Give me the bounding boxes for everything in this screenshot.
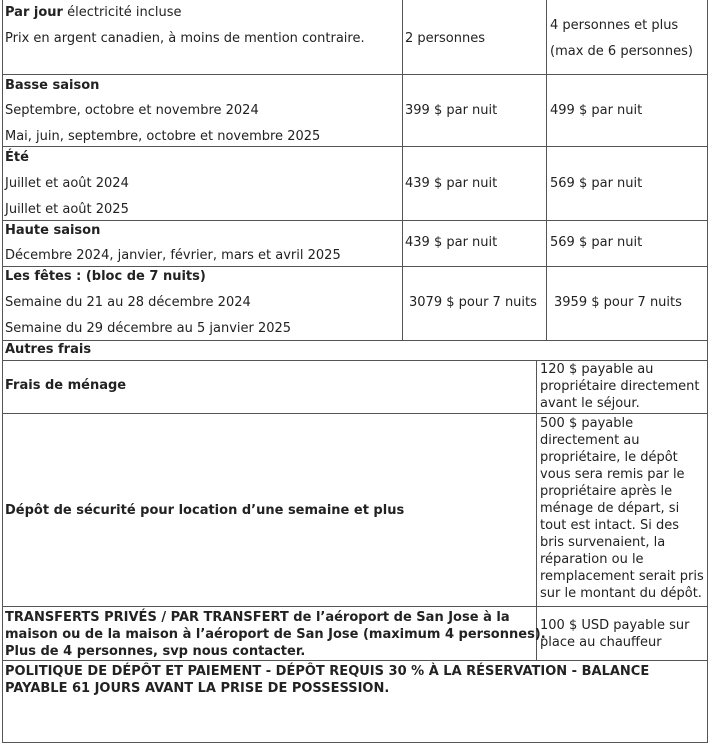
price-2-persons: 439 $ par nuit	[405, 235, 498, 250]
season-dates: Juillet et août 2025	[5, 202, 129, 217]
header-per-day: Par jour électricité incluse	[5, 5, 182, 20]
transfer-description: Plus de 4 personnes, svp nous contacter.	[5, 644, 306, 659]
season-name: Basse saison	[5, 78, 100, 93]
price-4-persons: 569 $ par nuit	[550, 235, 643, 250]
row-divider	[2, 74, 708, 75]
col-divider	[546, 0, 547, 340]
col-divider	[707, 0, 708, 743]
cleaning-fee-text: propriétaire directement	[540, 379, 700, 394]
row-divider	[2, 146, 708, 147]
row-divider	[2, 660, 708, 661]
deposit-policy: PAYABLE 61 JOURS AVANT LA PRISE DE POSSESSION.	[5, 681, 390, 696]
cleaning-fee-text: 120 $ payable au	[540, 362, 654, 377]
transfer-price: place au chauffeur	[540, 635, 662, 650]
security-deposit-text: vous sera remis par le	[540, 467, 685, 482]
cleaning-fee-label: Frais de ménage	[5, 378, 127, 393]
col-divider	[2, 0, 3, 743]
transfer-description: TRANSFERTS PRIVÉS / PAR TRANSFERT de l’aéroport de San Jose à la	[5, 610, 510, 625]
season-name: Été	[5, 150, 29, 165]
row-divider	[2, 606, 708, 607]
security-deposit-text: sur le montant du dépôt.	[540, 586, 702, 601]
row-divider	[2, 220, 708, 221]
security-deposit-text: propriétaire, le dépôt	[540, 450, 678, 465]
transfer-description: maison ou de la maison à l’aéroport de San Jose (maximum 4 personnes).	[5, 627, 546, 642]
header-col-4-persons: 4 personnes et plus	[550, 18, 679, 33]
header-currency-note: Prix en argent canadien, à moins de mention contraire.	[5, 31, 365, 46]
security-deposit-text: tout est intact. Si des	[540, 518, 679, 533]
season-name: Les fêtes : (bloc de 7 nuits)	[5, 269, 206, 284]
price-2-persons: 439 $ par nuit	[405, 176, 498, 191]
price-4-persons: 569 $ par nuit	[550, 176, 643, 191]
security-deposit-text: bris survenaient, la	[540, 535, 666, 550]
price-4-persons: 3959 $ pour 7 nuits	[554, 295, 682, 310]
col-divider	[536, 360, 537, 660]
row-divider	[2, 742, 708, 743]
season-dates: Décembre 2024, janvier, février, mars et avril 2025	[5, 248, 341, 263]
row-divider	[2, 413, 708, 414]
security-deposit-label: Dépôt de sécurité pour location d’une semaine et plus	[5, 503, 405, 518]
price-2-persons: 399 $ par nuit	[405, 103, 498, 118]
security-deposit-text: ménage de départ, si	[540, 501, 680, 516]
security-deposit-text: remplacement serait pris	[540, 569, 704, 584]
security-deposit-text: propriétaire après le	[540, 484, 673, 499]
price-2-persons: 3079 $ pour 7 nuits	[409, 295, 537, 310]
season-dates: Mai, juin, septembre, octobre et novembre 2025	[5, 129, 321, 144]
header-col-2-persons: 2 personnes	[405, 31, 485, 46]
security-deposit-text: 500 $ payable	[540, 416, 634, 431]
transfer-price: 100 $ USD payable sur	[540, 618, 690, 633]
season-name: Haute saison	[5, 223, 101, 238]
row-divider	[2, 340, 708, 341]
cleaning-fee-text: avant le séjour.	[540, 396, 640, 411]
season-dates: Semaine du 29 décembre au 5 janvier 2025	[5, 321, 292, 336]
season-dates: Semaine du 21 au 28 décembre 2024	[5, 295, 251, 310]
security-deposit-text: réparation ou le	[540, 552, 644, 567]
col-divider	[402, 0, 403, 340]
season-dates: Juillet et août 2024	[5, 176, 129, 191]
price-4-persons: 499 $ par nuit	[550, 103, 643, 118]
header-col-max-6: (max de 6 personnes)	[550, 44, 693, 59]
security-deposit-text: directement au	[540, 433, 640, 448]
season-dates: Septembre, octobre et novembre 2024	[5, 103, 259, 118]
other-fees-title: Autres frais	[5, 342, 92, 357]
row-divider	[2, 266, 708, 267]
deposit-policy: POLITIQUE DE DÉPÔT ET PAIEMENT - DÉPÔT REQUIS 30 % À LA RÉSERVATION - BALANCE	[5, 664, 650, 679]
